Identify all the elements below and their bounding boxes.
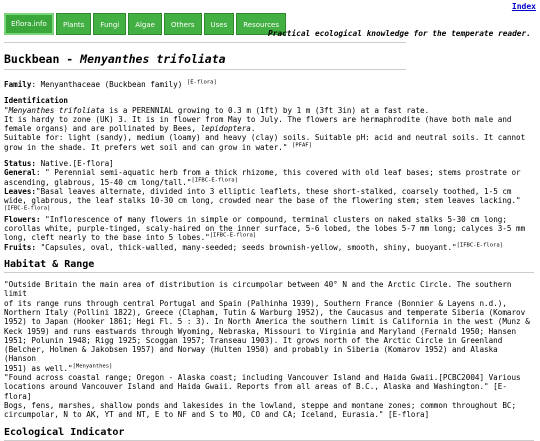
index-link[interactable]: Index: [511, 2, 536, 11]
top-nav: [4, 13, 286, 35]
habitat-text: "Outside Britain the main area of distribution is circumpolar between 40° N and the Arctic Circle. The southern limit of its range runs through central Portugal and Spain (Palhinha 1939), Southern France (Bonnier & Layens n.d.), Northern Italy (Pollini 1822), Greece (Clapham, Tutin & Warburg 1952), the Caucasus and temperate Siberia (Komarov 1952) to Japan (Hooker 1861; Hegi Fl. 5 : 3). In North America the southern limit is California in the west (Munz & Keck 1959) and runs eastwards through Wyoming, Nebraska, Missouri to Virginia and Maryland (Fernald 1950; Hansen 1951; Polunin 1948; Rigg 1925; Scoggan 1957; Transeau 1903). It grows north of the Arctic Circle in Greenland (Belcher, Holmen & Jakobsen 1957) and Norway (Hulten 1950) and probably in Siberia (Komarov 1952) and Alaska (Hanson 1951) as well."[Menyanthes] "Found across coastal range; Oregon - Alaska coast; including Vancouver Island and Haida Gwaii.[PCBC2004] Various locations around Vancouver Island and Haida Gwaii. Reports from all areas of B.C., Alaska and Washington." [E-flora] Bogs, fens, marshes, shallow ponds and lakesides in the lowland, steppe and montane zones; common throughout BC; circumpolar, N to AK, YT and NT, E to NF and S to MO, CO and CA; Iceland, Eurasia." [E-flora]: [4, 280, 530, 420]
flowers-line: Flowers: "Inflorescence of many flowers in simple or compound, terminal clusters on naked stalks 5-30 cm long; corollas white, purple-tinged, scaly-haired on the inner surface, 5-6 lobed, the lobes 5-7 mm long; calyces 3-5 mm long, cleft nearly to the base into 5 lobes."[IFBC-E-flora]: [4, 214, 526, 243]
nav-resources-button[interactable]: Resources: [236, 13, 286, 35]
nav-others-button[interactable]: Others: [164, 13, 202, 35]
family-ref[interactable]: [E-flora]: [186, 79, 217, 86]
identification-heading: Identification: [4, 96, 69, 106]
page-title: Buckbean - Menyanthes trifoliata: [4, 52, 406, 70]
main-content: [4, 52, 534, 441]
site-tagline: Practical ecological knowledge for the temperate reader.: [268, 29, 531, 38]
leaves-line: Leaves:"Basal leaves alternate, divided into 3 elliptic leaflets, these short-stalked, coarsely toothed, 1-5 cm wide, glabrous, the leaf stalks 10-30 cm long, crowded near the base of the flowering stem; stem leaves lacking." [IFBC-E-flora]: [4, 186, 521, 212]
page-title-latin: Menyanthes trifoliata: [80, 52, 226, 66]
header-divider: [4, 42, 406, 43]
habitat-heading: Habitat & Range: [4, 259, 534, 273]
nav-uses-button[interactable]: Uses: [204, 13, 235, 35]
fruits-line: Fruits: "Capsules, oval, thick-walled, many-seeded; seeds brownish-yellow, smooth, shiny, buoyant."[IFBC-E-flora]: [4, 242, 503, 252]
pfaf-ref[interactable]: [PFAF]: [292, 142, 312, 149]
ecological-heading: Ecological Indicator: [4, 427, 534, 441]
nav-fungi-button[interactable]: Fungi: [93, 13, 126, 35]
nav-algae-button[interactable]: Algae: [128, 13, 162, 35]
nav-plants-button[interactable]: Plants: [56, 13, 91, 35]
family-line: Family: Menyanthaceae (Buckbean family) [E-flora]: [4, 79, 217, 89]
status-line: Status: Native.[E-flora]: [4, 159, 114, 169]
identification-text: "Menyanthes trifoliata is a PERENNIAL growing to 0.3 m (1ft) by 1 m (3ft 3in) at a fast rate. It is hardy to zone (UK) 3. It is in flower from May to July. The flowers are hermaphrodite (have both male and female organs) and are pollinated by Bees, lepidoptera. Suitable for: light (sandy), medium (loamy) and heavy (clay) soils. Suitable pH: acid and neutral soils. It cannot grow in the shade. It prefers wet soil and can grow in water." [PFAF]: [4, 105, 526, 152]
general-line: General: " Perennial semi-aquatic herb from a thick rhizome, this covered with old leaf bases; stems prostrate or ascending, glabrous, 15-40 cm long/tall."[IFBC-E-flora]: [4, 168, 521, 187]
nav-home-button[interactable]: Eflora.info: [4, 13, 54, 35]
